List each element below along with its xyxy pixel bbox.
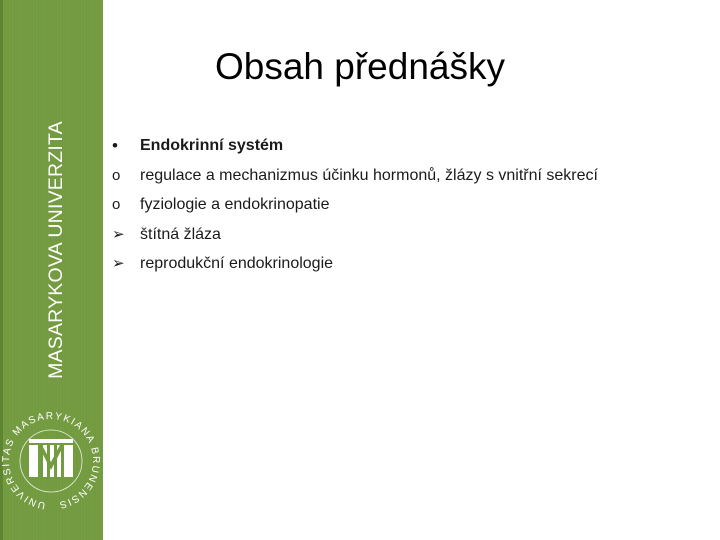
list-item-text: Endokrinní systém bbox=[140, 137, 284, 154]
bullet-arrow-icon: ➢ bbox=[112, 225, 125, 243]
list-item-text: reprodukční endokrinologie bbox=[140, 255, 334, 272]
slide-title: Obsah přednášky bbox=[214, 46, 505, 87]
list-item-text: štítná žláza bbox=[140, 225, 221, 243]
list-item-text: regulace a mechanizmus účinku hormonů, žlázy s vnitřní sekrecí bbox=[140, 166, 598, 184]
bullet-circle-icon: o bbox=[112, 196, 121, 213]
bullet-arrow-icon: ➢ bbox=[112, 255, 125, 272]
bullet-dot-icon: • bbox=[112, 136, 118, 155]
list-item-text: fyziologie a endokrinopatie bbox=[140, 196, 330, 213]
bullet-circle-icon: o bbox=[112, 166, 121, 184]
university-sidebar bbox=[0, 0, 103, 540]
university-name: MASARYKOVA UNIVERZITA bbox=[45, 121, 67, 379]
university-seal-icon bbox=[0, 400, 103, 510]
seal-text: UNIVERSITAS MASARYKIANA BRUNENSIS bbox=[0, 410, 102, 510]
